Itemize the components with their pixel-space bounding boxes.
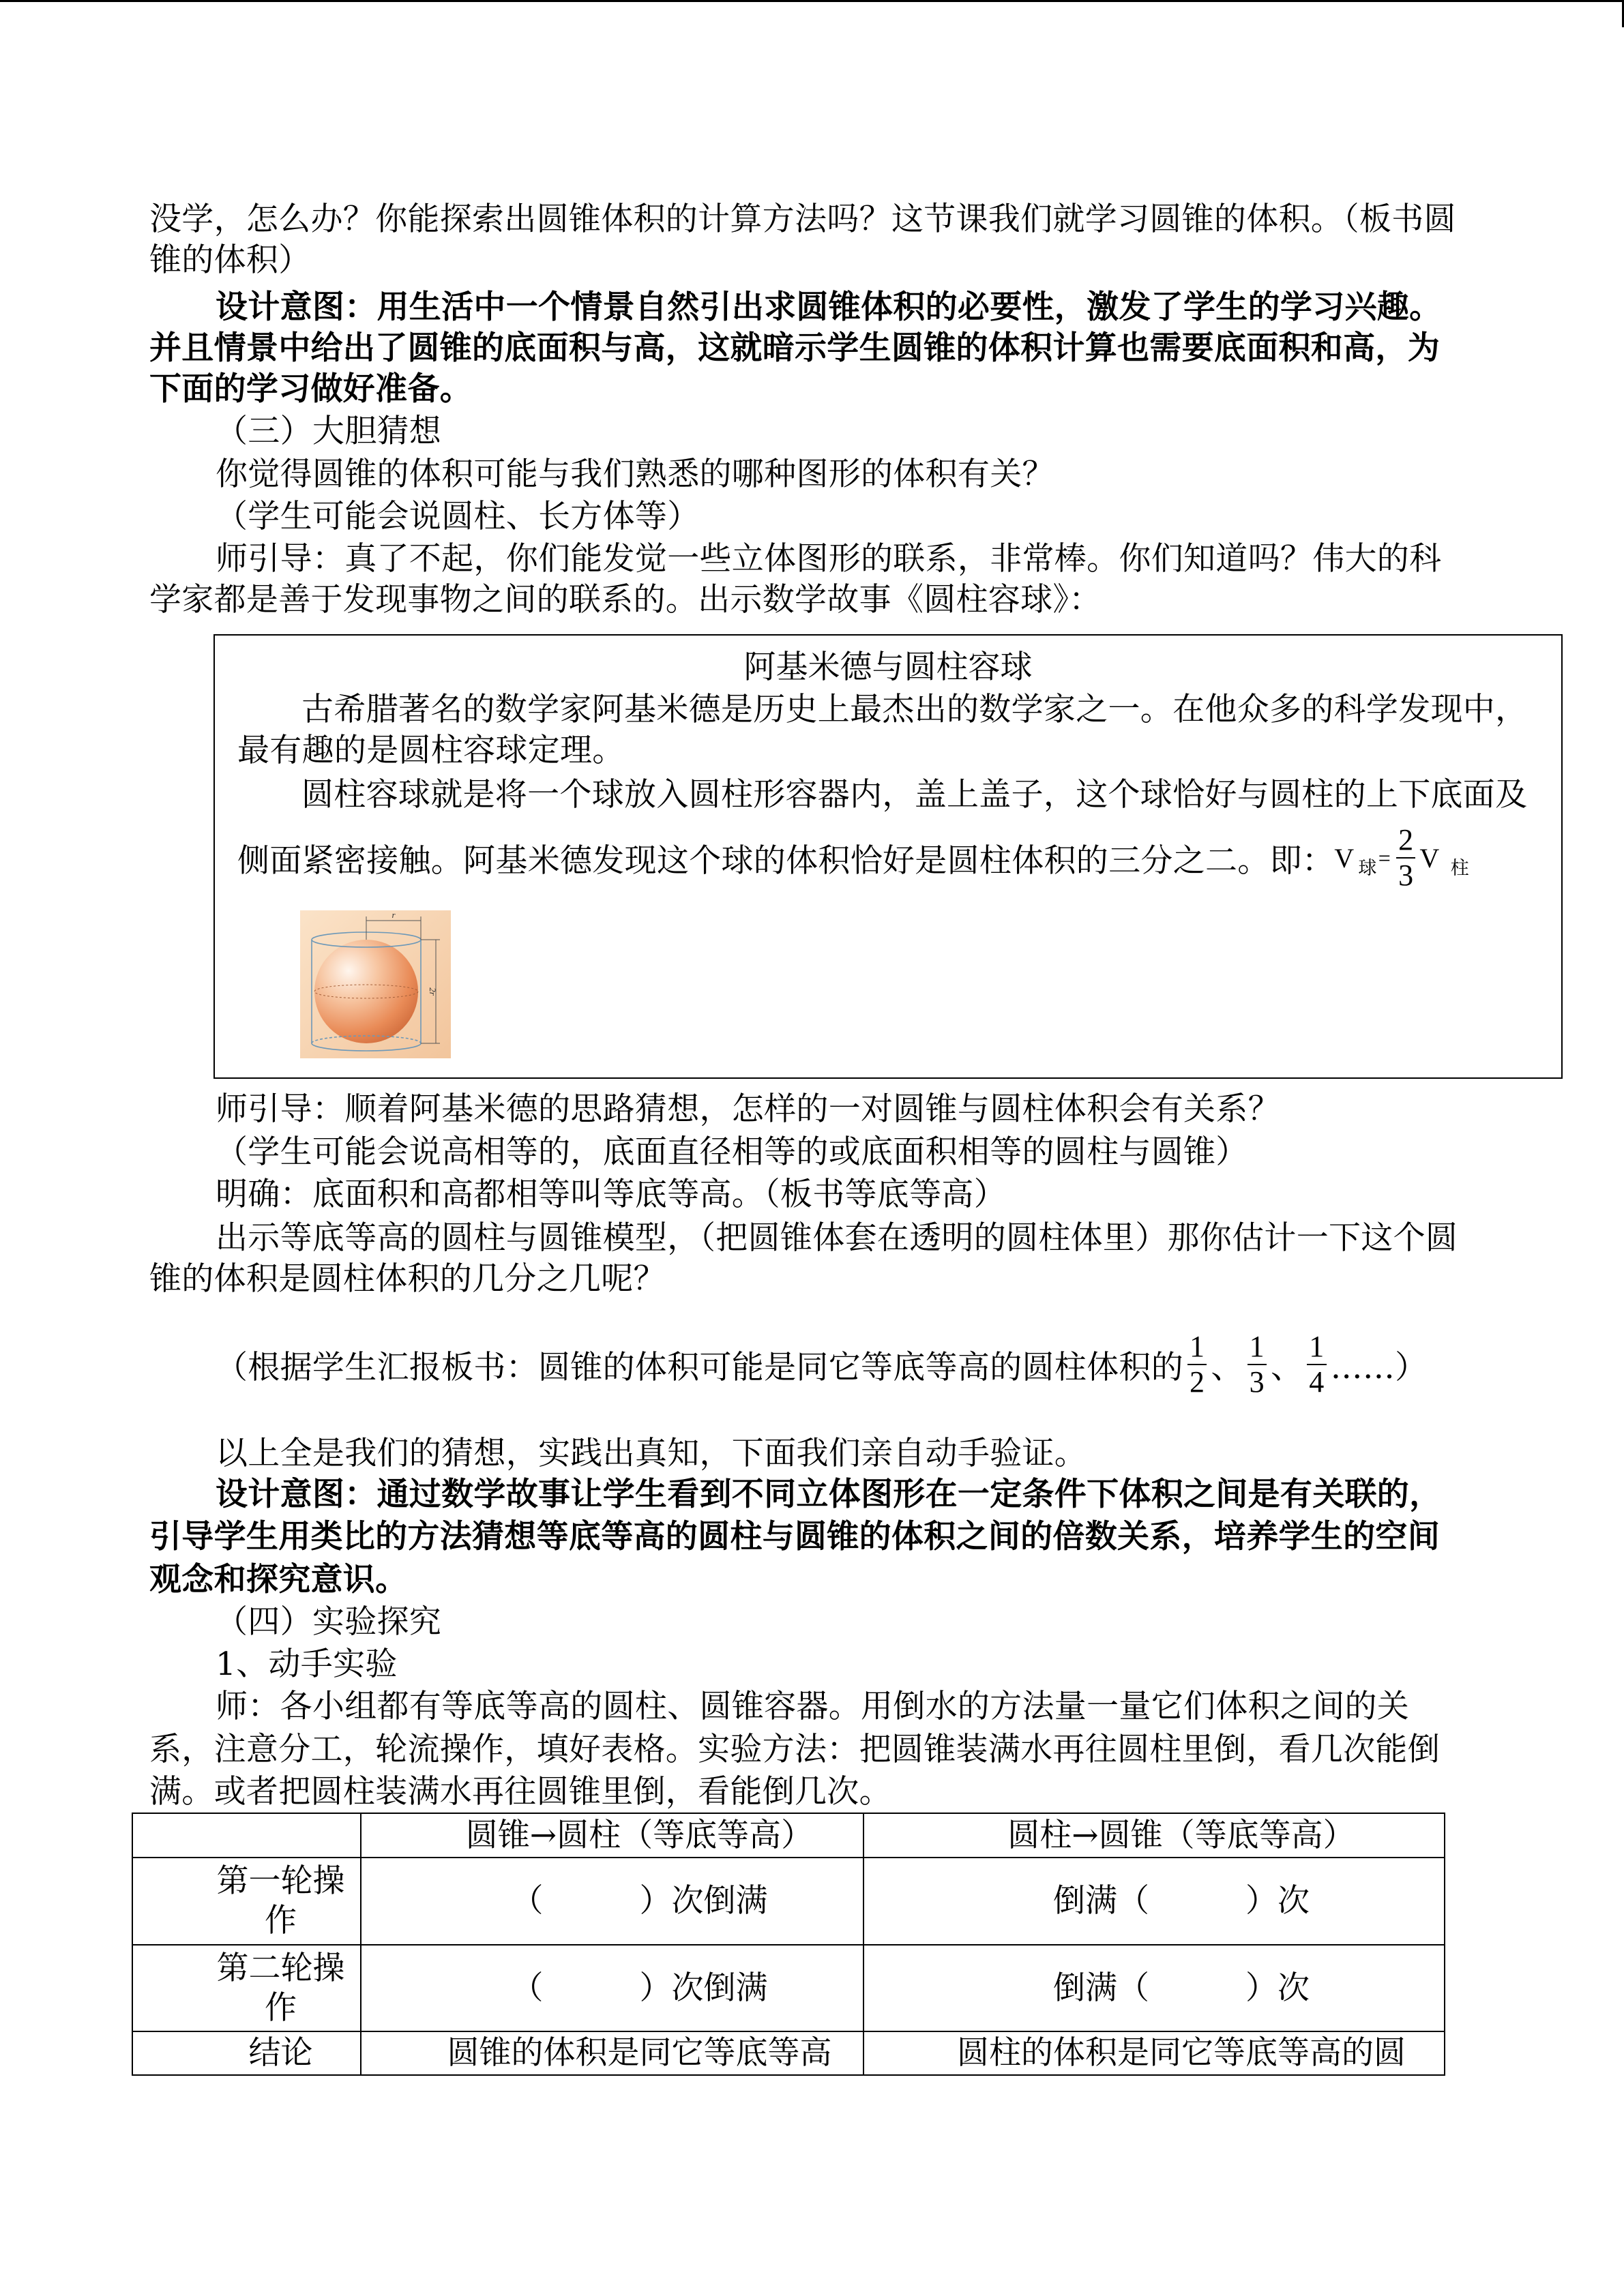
table-cell: 圆柱的体积是同它等底等高的圆: [863, 2031, 1445, 2075]
board-note-line: [216, 1327, 1427, 1402]
board-note-text: （根据学生汇报板书：圆锥的体积可能是同它等底等高的圆柱体积的: [216, 1348, 1183, 1386]
sphere-in-cylinder-figure: [300, 910, 451, 1058]
table-cell: 圆锥的体积是同它等底等高: [361, 2031, 863, 2075]
fraction-numerator: 2: [1396, 823, 1415, 859]
page-top-rule: [0, 0, 1624, 2]
teacher-guide-line: 学家都是善于发现事物之间的联系的。出示数学故事《圆柱容球》：: [149, 581, 1102, 618]
table-row: [132, 1858, 1445, 1945]
formula-subscript-sphere: 球: [1358, 857, 1377, 879]
model-line: 出示等底等高的圆柱与圆锥模型，（把圆锥体套在透明的圆柱体里）那你估计一下这个圆: [216, 1219, 1458, 1257]
table-row: [132, 2031, 1445, 2075]
instruction-line: 系，注意分工，轮流操作，填好表格。实验方法：把圆锥装满水再往圆柱里倒，看几次能倒: [149, 1731, 1440, 1768]
table-cell: （ ）次倒满: [361, 1945, 863, 2031]
design-intent-line: 观念和探究意识。: [149, 1561, 408, 1598]
story-box: [213, 634, 1563, 1079]
row-label: 结论: [248, 2034, 313, 2072]
story-paragraph-line: 圆柱容球就是将一个球放入圆柱形容器内，盖上盖子，这个球恰好与圆柱的上下底面及: [301, 776, 1528, 814]
section-heading: （三）大胆猜想: [216, 413, 442, 450]
student-reply-line: （学生可能会说高相等的，底面直径相等的或底面积相等的圆柱与圆锥）: [216, 1133, 1248, 1171]
row-label: 第一轮操作: [216, 1862, 345, 1939]
board-note-suffix: ……）: [1330, 1348, 1428, 1386]
table-header-empty-cell: [132, 1813, 361, 1858]
radius-label: r: [392, 910, 396, 920]
student-reply-line: （学生可能会说圆柱、长方体等）: [216, 498, 700, 535]
design-intent-line: 并且情景中给出了圆锥的底面积与高，这就暗示学生圆锥的体积计算也需要底面积和高，为: [149, 329, 1440, 367]
fraction-separator: 、: [1270, 1348, 1303, 1386]
story-paragraph-line: 古希腊著名的数学家阿基米德是历史上最杰出的数学家之一。在他众多的科学发现中，: [301, 691, 1528, 728]
table-header-cell: 圆柱→圆锥（等底等高）: [863, 1813, 1445, 1858]
table-cell: （ ）次倒满: [361, 1858, 863, 1945]
formula-fraction: [1396, 823, 1415, 893]
question-line: 你觉得圆锥的体积可能与我们熟悉的哪种图形的体积有关？: [216, 456, 1054, 493]
clarify-line: 明确：底面积和高都相等叫等底等高。（板书等底等高）: [216, 1176, 1006, 1213]
fraction-denominator: 3: [1249, 1365, 1265, 1399]
fraction-numerator: 1: [1307, 1330, 1326, 1365]
table-cell: 倒满（ ）次: [863, 1858, 1445, 1945]
instruction-line: 师：各小组都有等底等高的圆柱、圆锥容器。用倒水的方法量一量它们体积之间的关: [216, 1688, 1410, 1725]
design-intent-line: 设计意图：用生活中一个情景自然引出求圆锥体积的必要性，激发了学生的学习兴趣。: [216, 288, 1442, 326]
design-intent-line: 引导学生用类比的方法猜想等底等高的圆柱与圆锥的体积之间的倍数关系，培养学生的空间: [149, 1518, 1440, 1555]
story-paragraph-line: 最有趣的是圆柱容球定理。: [237, 732, 625, 769]
formula-equals: =: [1378, 845, 1391, 870]
sphere-shape: [314, 940, 418, 1043]
fraction-numerator: 1: [1247, 1330, 1267, 1365]
teacher-guide-line: 师引导：真了不起，你们能发觉一些立体图形的联系，非常棒。你们知道吗？伟大的科: [216, 540, 1442, 578]
table-row: [132, 1945, 1445, 2031]
row-label-cell: [132, 2031, 361, 2075]
fraction-numerator: 1: [1187, 1330, 1207, 1365]
formula-subscript-cylinder: 柱: [1450, 857, 1469, 879]
table-header-cell: 圆锥→圆柱（等底等高）: [361, 1813, 863, 1858]
table-header-row: [132, 1813, 1445, 1858]
practice-line: 以上全是我们的猜想，实践出真知，下面我们亲自动手验证。: [216, 1435, 1087, 1472]
row-label: 第二轮操作: [216, 1949, 345, 2027]
row-label-cell: [132, 1945, 361, 2031]
sub-heading: 1、动手实验: [216, 1645, 398, 1683]
table-cell: 倒满（ ）次: [863, 1945, 1445, 2031]
design-intent-line: 设计意图：通过数学故事让学生看到不同立体图形在一定条件下体积之间是有关联的，: [216, 1476, 1442, 1513]
formula-volume-symbol: V: [1419, 842, 1440, 874]
fraction-denominator: 3: [1398, 859, 1414, 892]
story-formula-line: [237, 820, 1469, 895]
height-label: 2r: [428, 987, 438, 996]
fraction-one-third: [1247, 1330, 1267, 1399]
intro-line: 没学，怎么办？你能探索出圆锥体积的计算方法吗？这节课我们就学习圆锥的体积。（板书圆: [149, 200, 1456, 238]
fraction-one-half: [1187, 1330, 1207, 1399]
model-line: 锥的体积是圆柱体积的几分之几呢？: [149, 1260, 666, 1298]
teacher-guide-line: 师引导：顺着阿基米德的思路猜想，怎样的一对圆锥与圆柱体积会有关系？: [216, 1090, 1280, 1128]
fraction-denominator: 4: [1309, 1365, 1325, 1399]
design-intent-line: 下面的学习做好准备。: [149, 370, 472, 408]
row-label-cell: [132, 1858, 361, 1945]
story-paragraph-text: 侧面紧密接触。阿基米德发现这个球的体积恰好是圆柱体积的三分之二。即：: [237, 841, 1335, 880]
experiment-table: [132, 1813, 1445, 2076]
fraction-separator: 、: [1211, 1348, 1243, 1386]
formula-volume-symbol: V: [1334, 842, 1355, 874]
fraction-one-quarter: [1307, 1330, 1326, 1399]
section-heading: （四）实验探究: [216, 1603, 442, 1641]
story-title: 阿基米德与圆柱容球: [743, 648, 1033, 686]
intro-line: 锥的体积）: [149, 241, 311, 279]
instruction-line: 满。或者把圆柱装满水再往圆锥里倒，看能倒几次。: [149, 1773, 891, 1810]
fraction-denominator: 2: [1190, 1365, 1205, 1399]
